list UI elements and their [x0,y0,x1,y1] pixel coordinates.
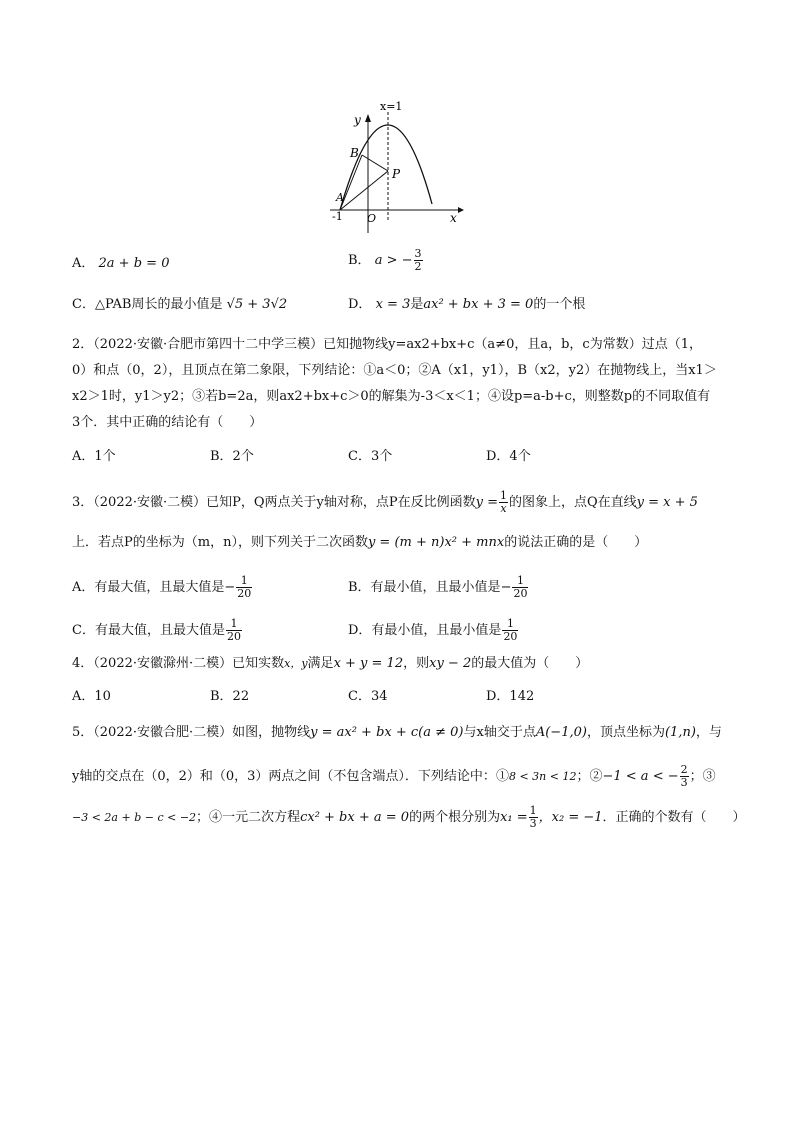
q5-sep-2: ； [689,769,703,784]
q5-line-3 [72,805,746,830]
q5-text-3: ，顶点坐标为 [586,725,665,740]
fraction-numerator: 2 [680,763,688,776]
q4-option-d: D．142 [486,689,535,704]
label-neg1: -1 [332,210,343,223]
label-x: x [450,211,457,225]
q4-text-3: ，则 [403,656,430,671]
q5-text-1: 5．（2022·安徽合肥·二模）如图，抛物线 [72,725,311,740]
q3-option-d-fraction [502,618,518,643]
label-A: A [336,191,344,204]
q3-option-d [348,618,519,643]
fraction-numerator: 3 [414,247,422,260]
q1-option-d-prefix: D． [348,297,372,312]
q3-option-a-text: A．有最大值，且最大值是 [72,580,225,595]
q2-line-4: 3个．其中正确的结论有（ ） [72,415,263,430]
q4-text-1: 4．（2022·安徽滁州·二模）已知实数 [72,656,285,671]
q5-conclusion-4-text-1: 一元二次方程 [222,810,301,825]
fraction-denominator: 20 [503,630,518,643]
q5-parabola-math: y = ax² + bx + c(a ≠ 0) [310,725,464,740]
q3-quad-math: y = (m + n)x² + mnx [367,535,505,550]
q2-option-a: A．1个 [72,449,116,464]
q5-conclusion-4-equation: cx² + bx + a = 0 [300,810,410,825]
q1-option-a [72,255,169,273]
q3-option-a-fraction [236,575,252,600]
q1-option-c-text: △PAB周长的最小值是 [94,297,223,312]
q2-line-2: 0）和点（0，2），且顶点在第二象限，下列结论：①a＜0；②A（x1，y1），B（x2，y2）在抛物线上，当x1＞ [72,363,717,378]
q2-line-1: 2．（2022·安徽·合肥市第四十二中学三模）已知抛物线y=ax2+bx+c（a≠0，且a，b，c为常数）过点（1， [72,337,702,352]
q2-option-d: D．4个 [486,449,531,464]
q5-root-2: ，x₂ = −1 [538,810,603,825]
q4-option-a: A．10 [72,689,111,704]
q3-line-2 [72,534,647,552]
q2-option-b: B．2个 [210,449,254,464]
x-axis-arrow [458,207,464,213]
q2-line-3: x2＞1时，y1＞y2；③若b=2a，则ax2+bx+c＞0的解集为-3＜x＜1；④设p=a-b+c，则整数p的不同取值有 [72,389,711,404]
segment-AP [340,171,388,210]
q1-option-a-math: 2a + b = 0 [98,256,170,271]
q5-conclusion-4-text-2: 的两个根分别为 [409,810,501,825]
q3-option-c-text: C．有最大值，且最大值是 [72,623,225,638]
q5-conclusion-2-fraction [680,764,689,789]
fraction-denominator: 3 [529,817,537,830]
fraction-numerator: 1 [226,618,242,631]
q1-option-d [348,296,585,314]
parabola-curve [340,125,432,210]
label-B: B [350,146,359,160]
q1-option-c-prefix: C． [72,297,95,312]
label-x-equals-1: x=1 [380,100,403,113]
q5-conclusion-2-number: ② [589,769,603,784]
q3-text-3: 上．若点P的坐标为（m，n），则下列关于二次函数 [72,535,368,550]
q5-root-1-fraction [529,805,538,830]
fraction-denominator: 20 [226,630,241,643]
q4-cond: x + y = 12 [333,656,404,671]
fraction-numerator: 1 [500,489,507,502]
q5-point-a: A(−1,0) [535,725,587,740]
q4-option-c: C．34 [348,689,388,704]
q5-text-5: y轴的交点在（0，2）和（0，3）两点之间（不包含端点）．下列结论中： [72,769,496,784]
q4-expr: xy − 2 [429,656,472,671]
q3-text-2: 的图象上，点Q在直线 [509,495,637,510]
q4-vars: x，y [284,657,308,670]
q3-option-b-sign: − [500,580,512,595]
fraction-denominator: x [500,502,507,515]
q3-option-a [72,575,253,600]
fraction-numerator: 1 [529,804,537,817]
q3-text-1: 3．（2022·安徽·二模）已知P，Q两点关于y轴对称，点P在反比例函数 [72,495,476,510]
y-axis-arrow [365,114,371,122]
q3-func-y: y = [475,495,498,510]
q2-option-c: C．3个 [348,449,393,464]
q5-conclusion-4-number: ④ [209,810,223,825]
label-P: P [392,167,401,181]
q5-conclusion-3-number: ③ [702,769,716,784]
q3-option-c [72,618,243,643]
q4-line-1 [72,655,588,673]
q1-option-b-prefix: B． [348,253,371,268]
q5-vertex: (1,n) [664,725,696,740]
q3-line-math: y = x + 5 [636,495,698,510]
q5-conclusion-1: 8 < 3n < 12 [508,770,577,783]
q1-option-d-text2: 的一个根 [533,297,586,312]
q1-option-c [72,296,287,314]
q3-option-a-sign: − [224,580,236,595]
q1-option-d-math2: ax² + bx + 3 = 0 [423,297,534,312]
q5-conclusion-1-number: ① [495,769,509,784]
q5-sep-1: ； [576,769,590,784]
q4-option-b: B．22 [210,689,250,704]
q3-option-c-fraction [226,618,242,643]
q4-text-2: 满足 [307,656,334,671]
fraction-denominator: 3 [680,776,688,789]
q1-option-b-fraction [414,248,423,273]
q4-text-4: 的最大值为（ ） [471,656,589,671]
q3-option-b-text: B．有最小值，且最小值是 [348,580,501,595]
q3-func-fraction [499,490,508,515]
q5-sep-3: ； [196,810,210,825]
fraction-numerator: 1 [236,575,252,588]
q5-root-1: x₁ = [500,810,528,825]
label-O: O [367,212,377,225]
fraction-denominator: 2 [414,260,422,273]
segment-BP [362,155,388,171]
q5-line-1 [72,724,722,742]
parabola-figure [330,98,470,233]
q1-option-a-prefix: A． [72,256,95,271]
q5-text-4: ，与 [695,725,722,740]
q1-option-d-math: x = 3 [375,297,411,312]
q3-option-b-fraction [512,575,528,600]
q5-text-2: 与x轴交于点 [463,725,536,740]
q1-option-c-math: √5 + 3√2 [226,297,288,312]
fraction-numerator: 1 [502,618,518,631]
q5-conclusion-2: −1 < a < − [602,769,679,784]
q3-line-1 [72,490,698,515]
q3-option-d-text: D．有最小值，且最小值是 [348,623,502,638]
fraction-numerator: 1 [512,575,528,588]
q1-option-b [348,248,424,273]
q3-text-4: 的说法正确的是（ ） [504,535,648,550]
q5-line-2 [72,764,716,789]
q5-tail: ．正确的个数有（ ） [602,810,746,825]
fraction-denominator: 20 [513,587,528,600]
q5-conclusion-3: −3 < 2a + b − c < −2 [72,811,197,824]
q3-option-b [348,575,529,600]
label-y: y [354,113,361,127]
fraction-denominator: 20 [237,587,252,600]
q1-option-d-text1: 是 [410,297,424,312]
q1-option-b-math: a > − [374,253,413,268]
